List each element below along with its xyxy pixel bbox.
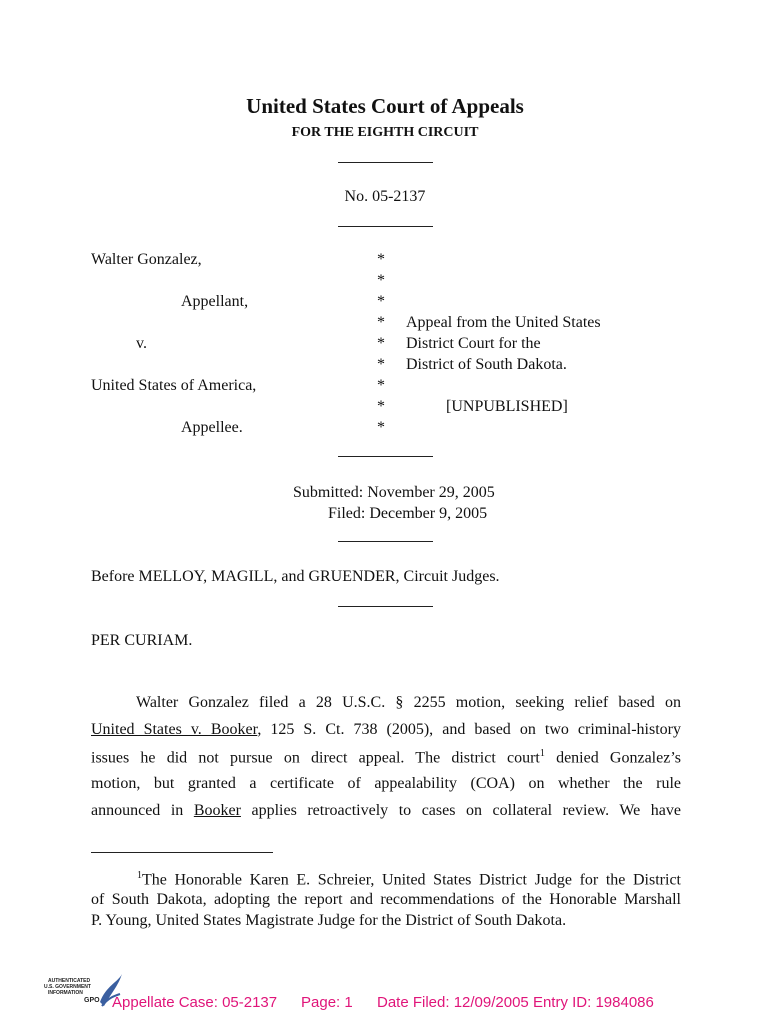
versus: v. bbox=[136, 335, 147, 352]
body-line: motion, but granted a certificate of appealability (COA) on whether the rule bbox=[91, 775, 681, 792]
per-curiam-label: PER CURIAM. bbox=[91, 632, 193, 649]
appellee-role: Appellee. bbox=[181, 419, 243, 436]
filed-stamp: Date Filed: 12/09/2005 Entry ID: 1984086 bbox=[377, 994, 654, 1011]
caption-star: * bbox=[377, 377, 385, 394]
case-number: No. 05-2137 bbox=[344, 188, 426, 205]
footnote-line: P. Young, United States Magistrate Judge for the District of South Dakota. bbox=[91, 912, 567, 929]
caption-star: * bbox=[377, 272, 385, 289]
caption-star: * bbox=[377, 335, 385, 352]
court-title: United States Court of Appeals bbox=[246, 94, 524, 118]
appellant-name: Walter Gonzalez, bbox=[91, 251, 202, 268]
appellant-role: Appellant, bbox=[181, 293, 249, 310]
filed-date: Filed: December 9, 2005 bbox=[328, 505, 488, 522]
page-stamp: Page: 1 bbox=[301, 994, 353, 1011]
case-citation: Booker bbox=[193, 802, 241, 819]
footnote-line: of South Dakota, adopting the report and recommendations of the Honorable Marshall bbox=[91, 891, 681, 908]
appeal-from-line: District Court for the bbox=[406, 335, 541, 352]
divider bbox=[338, 541, 433, 542]
caption-star: * bbox=[377, 314, 385, 331]
caption-star: * bbox=[377, 419, 385, 436]
divider bbox=[338, 606, 433, 607]
footnote-ref: 1 bbox=[539, 748, 545, 759]
caption-star: * bbox=[377, 356, 385, 373]
appellee-name: United States of America, bbox=[91, 377, 257, 394]
submitted-date: Submitted: November 29, 2005 bbox=[293, 484, 495, 501]
footnote-divider bbox=[91, 852, 273, 853]
case-stamp: Appellate Case: 05-2137 bbox=[112, 994, 278, 1011]
unpublished-label: [UNPUBLISHED] bbox=[446, 398, 568, 415]
divider bbox=[338, 456, 433, 457]
gpo-authentication-logo: AUTHENTICATED U.S. GOVERNMENT INFORMATION GPO bbox=[44, 972, 134, 1012]
body-line: issues he did not pursue on direct appeal. The district court$^1$ denied Gonzalez’s bbox=[91, 748, 681, 767]
body-line: United States v. Booker, 125 S. Ct. 738 (2005), and based on two criminal-history bbox=[91, 721, 681, 738]
divider bbox=[338, 162, 433, 163]
divider bbox=[338, 226, 433, 227]
appeal-from-line: Appeal from the United States bbox=[406, 314, 601, 331]
body-line: announced in Booker applies retroactively to cases on collateral review. We have bbox=[91, 802, 681, 819]
footnote-line: $^1$The Honorable Karen E. Schreier, United States District Judge for the District bbox=[137, 870, 681, 889]
panel-line: Before MELLOY, MAGILL, and GRUENDER, Circuit Judges. bbox=[91, 568, 500, 585]
caption-star: * bbox=[377, 293, 385, 310]
caption-star: * bbox=[377, 251, 385, 268]
body-line: Walter Gonzalez filed a 28 U.S.C. § 2255 motion, seeking relief based on bbox=[136, 694, 681, 711]
case-citation: United States v. Booker bbox=[91, 721, 258, 738]
caption-star: * bbox=[377, 398, 385, 415]
circuit-subtitle: FOR THE EIGHTH CIRCUIT bbox=[291, 125, 479, 140]
appeal-from-line: District of South Dakota. bbox=[406, 356, 567, 373]
